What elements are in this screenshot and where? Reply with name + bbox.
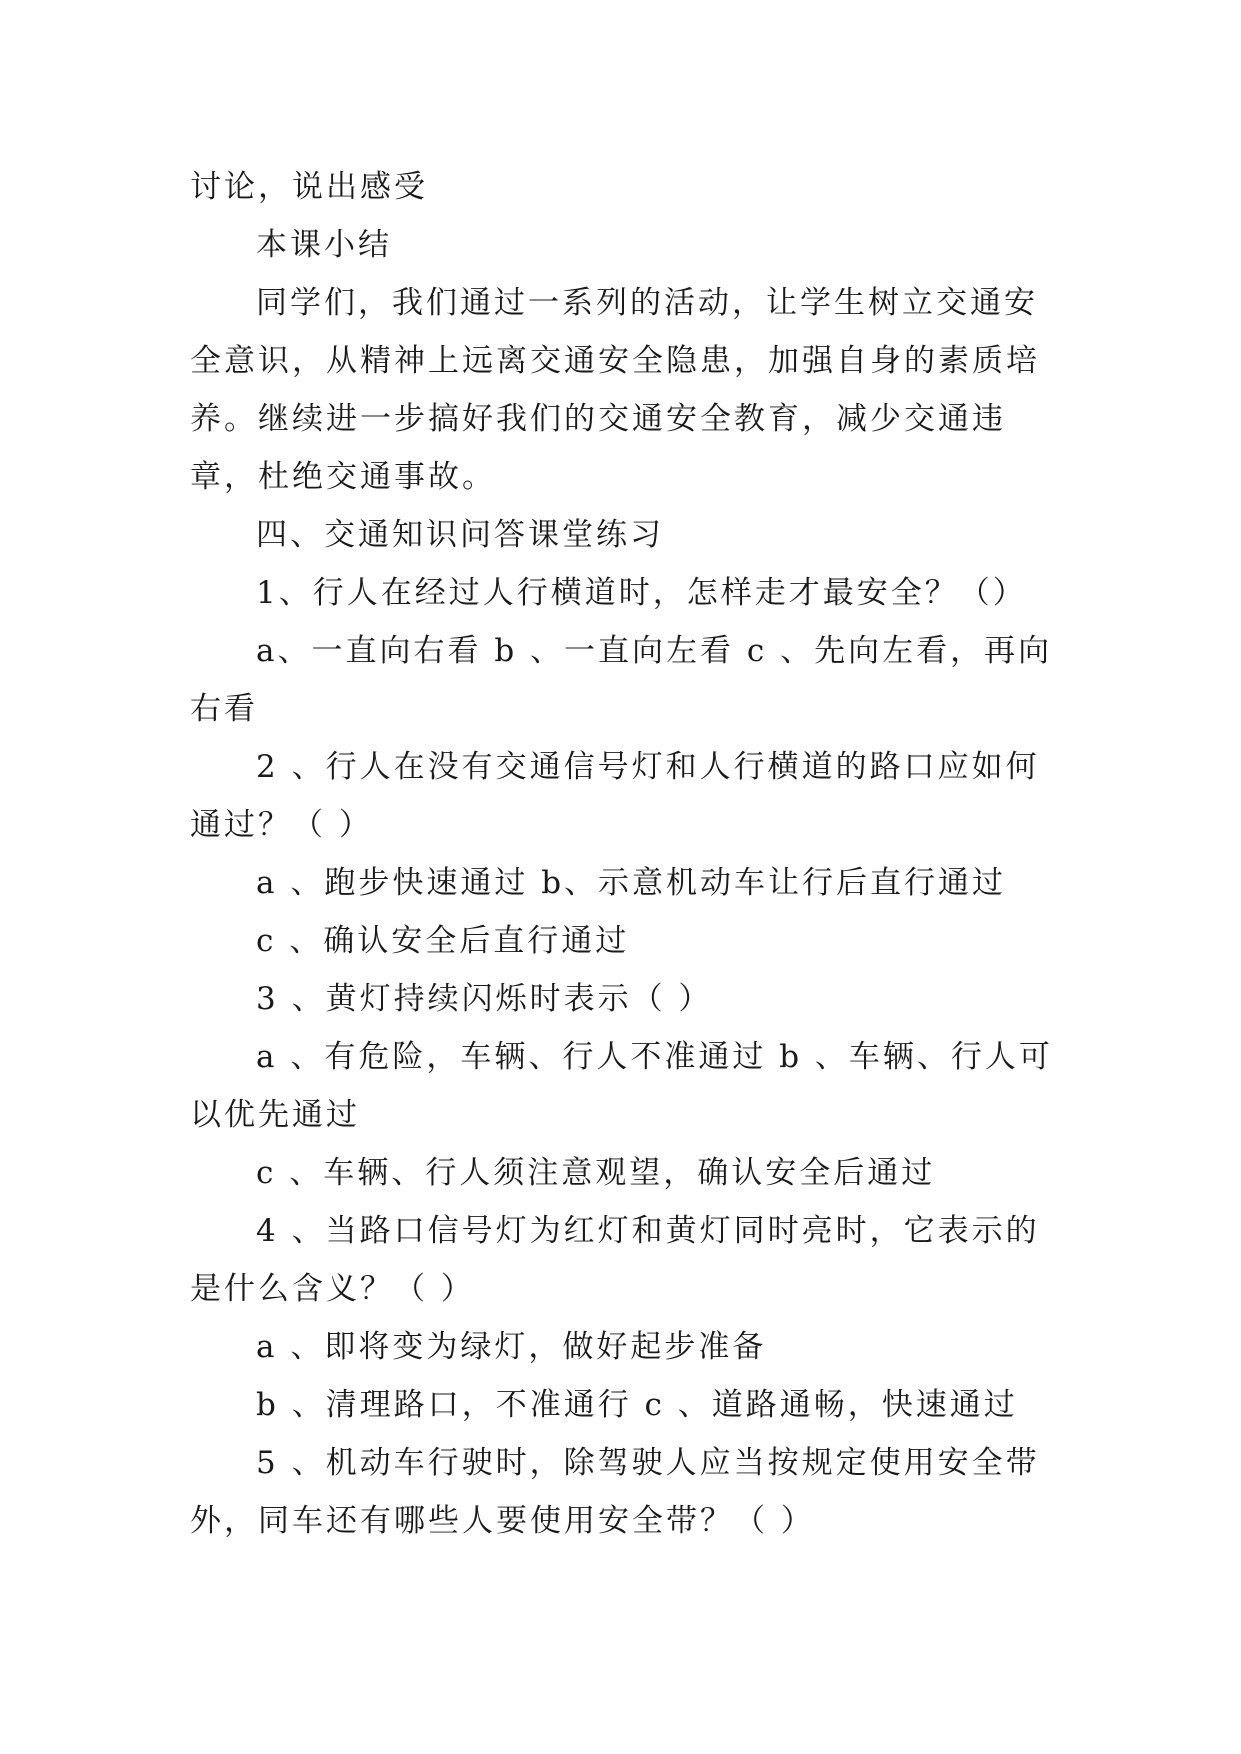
document-body: [190, 158, 1070, 1550]
section-heading: 本课小结: [256, 227, 392, 263]
question: 2 、行人在没有交通信号灯和人行横道的路口应如何通过？（ ）: [190, 749, 1040, 843]
question: 1、行人在经过人行横道时，怎样走才最安全？（）: [256, 575, 1027, 611]
question: 5 、机动车行驶时，除驾驶人应当按规定使用安全带外，同车还有哪些人要使用安全带？（ ）: [190, 1445, 1040, 1539]
answer-options: a、一直向右看 b 、一直向左看 c 、先向左看，再向右看: [190, 633, 1053, 727]
answer-options: a 、即将变为绿灯，做好起步准备: [256, 1329, 767, 1365]
answer-options: a 、有危险，车辆、行人不准通过 b 、车辆、行人可以优先通过: [190, 1039, 1053, 1133]
answer-options: c 、确认安全后直行通过: [256, 923, 630, 959]
question: 4 、当路口信号灯为红灯和黄灯同时亮时，它表示的是什么含义？（ ）: [190, 1213, 1040, 1307]
paragraph: 讨论，说出感受: [190, 169, 428, 205]
section-heading: 四、交通知识问答课堂练习: [256, 517, 664, 553]
answer-options: b 、清理路口，不准通行 c 、道路通畅，快速通过: [256, 1387, 1018, 1423]
question: 3 、黄灯持续闪烁时表示（ ）: [256, 981, 713, 1017]
answer-options: c 、车辆、行人须注意观望，确认安全后通过: [256, 1155, 936, 1191]
paragraph: 同学们，我们通过一系列的活动，让学生树立交通安全意识，从精神上远离交通安全隐患，加强自身的素质培养。继续进一步搞好我们的交通安全教育，减少交通违章，杜绝交通事故。: [190, 285, 1040, 495]
answer-options: a 、跑步快速通过 b、示意机动车让行后直行通过: [256, 865, 1007, 901]
